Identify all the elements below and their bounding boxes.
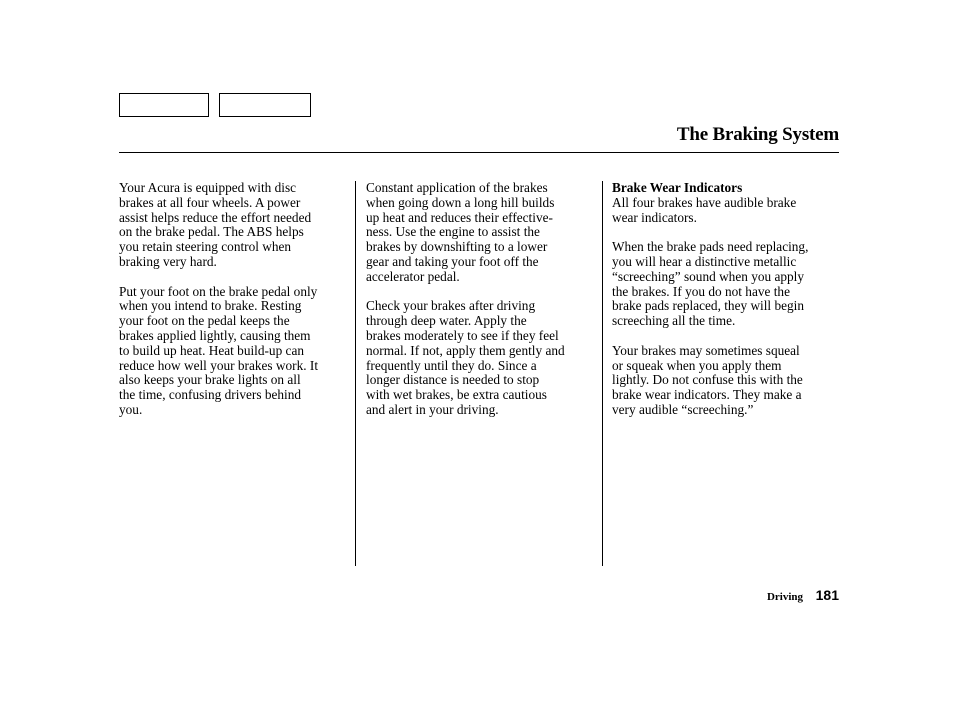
paragraph: When the brake pads need replacing, you will hear a distinctive metallic “screeching” sound when you apply the brakes. If you do not have the brake pads replaced, they will begin screeching all the time. xyxy=(612,239,809,329)
nav-tab-box-2[interactable] xyxy=(219,93,311,117)
column-divider xyxy=(355,181,356,566)
column-divider xyxy=(602,181,603,566)
footer-section-name: Driving xyxy=(766,591,803,603)
paragraph: Put your foot on the brake pedal only when you intend to brake. Resting your foot on the pedal keeps the brakes applied lightly, causing them to build up heat. Heat build-up can reduce how well your brakes work. It also keeps your brake lights on all the time, confusing drivers behind you. xyxy=(119,283,319,417)
paragraph: Your brakes may sometimes squeal or squeak when you apply them lightly. Do not confuse this with the brake wear indicators. They make a very audible “screeching.” xyxy=(612,342,803,417)
paragraph: Constant application of the brakes when going down a long hill builds up heat and reduces their effective- ness. Use the engine to assist the brakes by downshifting to a lower gear and taking your foot off the accelerator pedal. xyxy=(366,180,555,284)
page-number: 181 xyxy=(815,587,839,603)
text-column-1 xyxy=(119,181,347,433)
section-heading: Brake Wear Indicators xyxy=(612,180,743,195)
paragraph: All four brakes have audible brake wear indicators. xyxy=(612,194,797,225)
nav-tab-box-1[interactable] xyxy=(119,93,209,117)
paragraph: Your Acura is equipped with disc brakes at all four wheels. A power assist helps reduce the effort needed on the brake pedal. The ABS helps you retain steering control when braking very hard. xyxy=(119,180,312,269)
page-title: The Braking System xyxy=(676,124,839,145)
paragraph: Check your brakes after driving through deep water. Apply the brakes moderately to see if they feel normal. If not, apply them gently and frequently until they do. Since a longer distance is needed to stop with wet brakes, be extra cautious and alert in your driving. xyxy=(366,298,565,417)
text-column-3 xyxy=(612,181,840,433)
title-divider xyxy=(119,152,839,153)
text-column-2 xyxy=(366,181,594,433)
